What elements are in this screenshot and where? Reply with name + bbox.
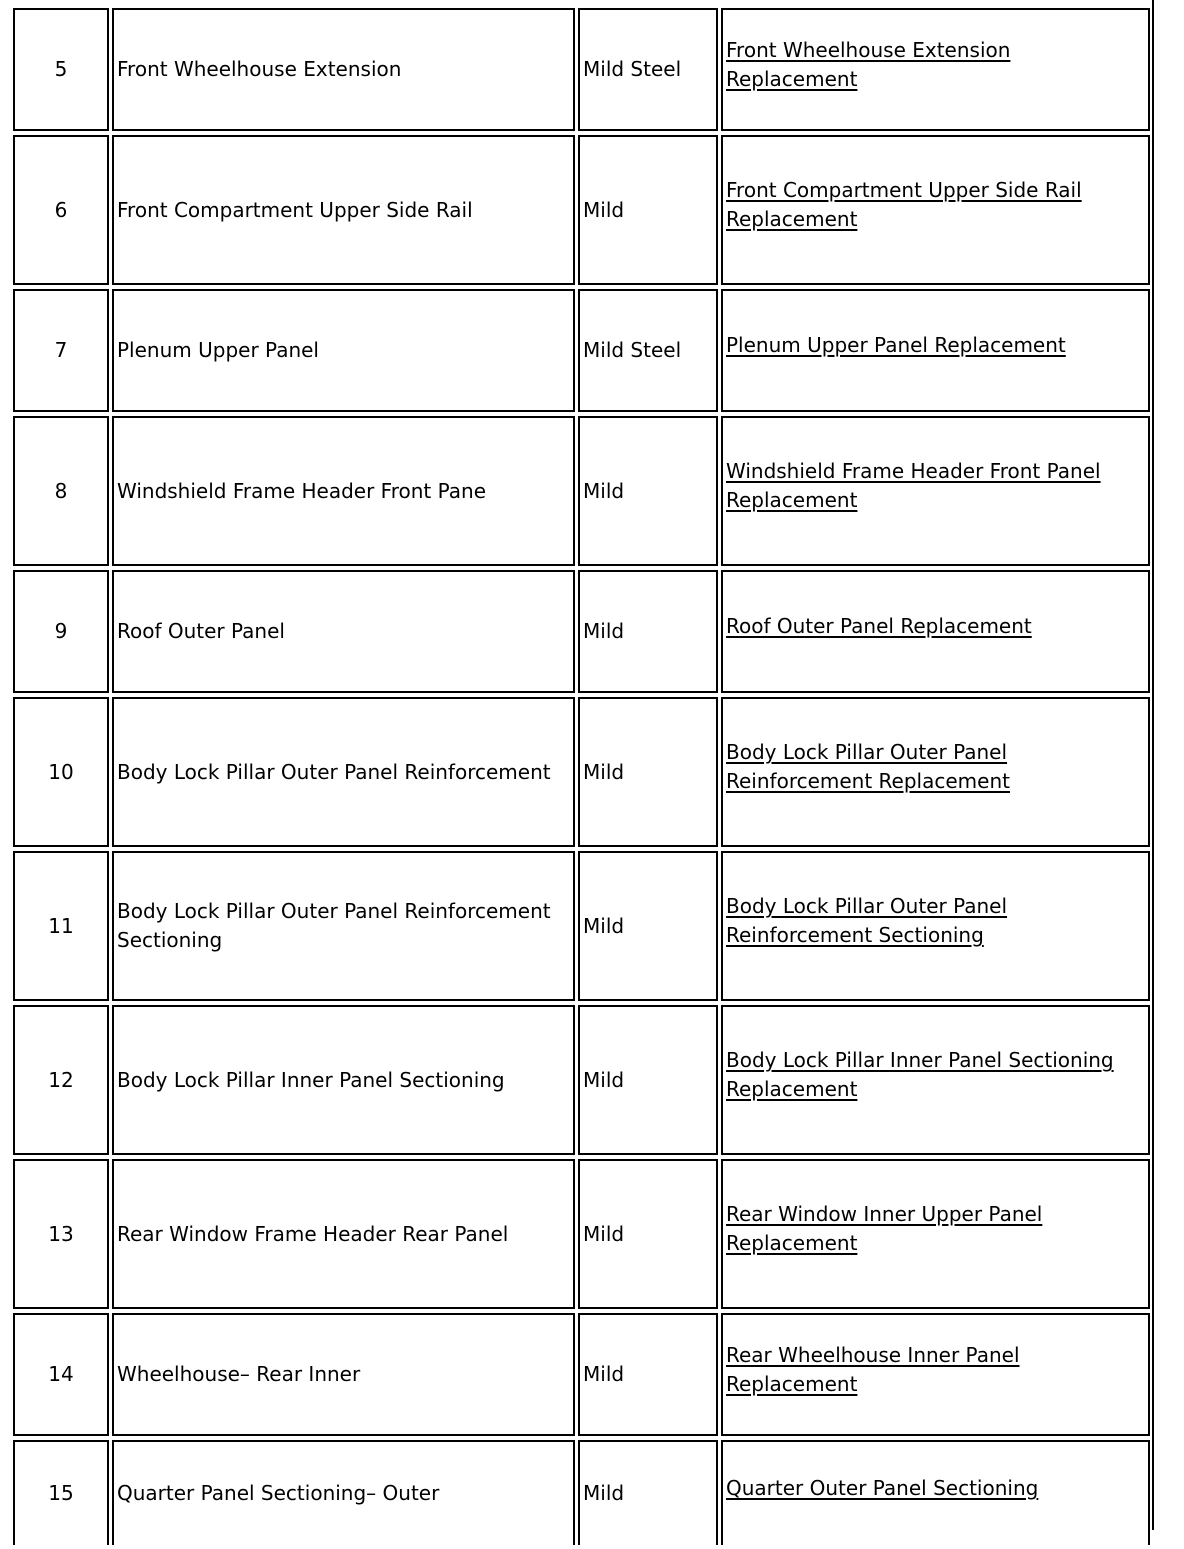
component-cell: [112, 1159, 575, 1309]
component-name: Quarter Panel Sectioning– Outer: [117, 1481, 440, 1505]
row-number-cell: [13, 135, 109, 285]
row-number: 15: [48, 1481, 74, 1505]
procedure-cell: [721, 416, 1150, 566]
material-cell: [578, 416, 718, 566]
row-number: 12: [48, 1067, 74, 1092]
component-cell: [112, 416, 575, 566]
table-row: [13, 289, 1153, 412]
row-number-cell: [13, 1313, 109, 1436]
material-cell: [578, 697, 718, 847]
component-name: Plenum Upper Panel: [117, 338, 319, 362]
procedure-link[interactable]: Roof Outer Panel Replacement: [726, 614, 1032, 638]
row-number: 8: [54, 478, 68, 503]
row-number: 5: [54, 57, 68, 81]
material-cell: [578, 135, 718, 285]
table-row: [13, 416, 1153, 566]
procedure-cell: [721, 1440, 1150, 1545]
procedure-link[interactable]: Front Wheelhouse Extension Replacement: [726, 37, 1011, 91]
material: Mild: [583, 197, 625, 222]
parts-table: [13, 8, 1153, 1549]
row-number: 10: [48, 759, 74, 784]
procedure-cell: [721, 1313, 1150, 1436]
table-row: [13, 1440, 1153, 1545]
procedure-link[interactable]: Body Lock Pillar Outer Panel Reinforcement Replacement: [726, 740, 1010, 793]
table-row: [13, 1159, 1153, 1309]
component-name: Front Compartment Upper Side Rail: [117, 197, 473, 222]
procedure-cell: [721, 8, 1150, 131]
row-number-cell: [13, 570, 109, 693]
material: Mild: [583, 478, 625, 503]
row-number: 13: [48, 1221, 74, 1246]
material: Mild: [583, 759, 625, 784]
procedure-cell: [721, 1159, 1150, 1309]
material-cell: [578, 289, 718, 412]
component-cell: [112, 8, 575, 131]
material-cell: [578, 8, 718, 131]
material: Mild: [583, 1067, 625, 1092]
component-cell: [112, 851, 575, 1001]
component-name: Body Lock Pillar Outer Panel Reinforcement: [117, 759, 551, 784]
material-cell: [578, 570, 718, 693]
table-row: [13, 1005, 1153, 1155]
material-cell: [578, 1440, 718, 1545]
table-row: [13, 1313, 1153, 1436]
row-number-cell: [13, 1440, 109, 1545]
table-row: [13, 135, 1153, 285]
procedure-link[interactable]: Quarter Outer Panel Sectioning: [726, 1476, 1039, 1500]
component-cell: [112, 697, 575, 847]
procedure-link[interactable]: Windshield Frame Header Front Panel Replacement: [726, 459, 1101, 512]
row-number: 9: [54, 619, 68, 643]
procedure-link[interactable]: Plenum Upper Panel Replacement: [726, 333, 1066, 357]
table-row: [13, 8, 1153, 131]
table-row: [13, 851, 1153, 1001]
material: Mild: [583, 619, 625, 643]
material-cell: [578, 1159, 718, 1309]
material-cell: [578, 851, 718, 1001]
table-row: [13, 697, 1153, 847]
procedure-link[interactable]: Body Lock Pillar Outer Panel Reinforcement Sectioning: [726, 894, 1008, 947]
component-name: Windshield Frame Header Front Pane: [117, 478, 487, 503]
material-cell: [578, 1005, 718, 1155]
component-name: Rear Window Frame Header Rear Panel: [117, 1221, 509, 1246]
row-number-cell: [13, 416, 109, 566]
material: Mild: [583, 1481, 625, 1505]
component-cell: [112, 1005, 575, 1155]
component-name: Front Wheelhouse Extension: [117, 57, 402, 81]
row-number-cell: [13, 1159, 109, 1309]
material-cell: [578, 1313, 718, 1436]
row-number: 7: [54, 338, 68, 362]
row-number-cell: [13, 8, 109, 131]
component-cell: [112, 570, 575, 693]
row-number: 14: [48, 1362, 74, 1386]
material: Mild: [583, 913, 625, 938]
row-number: 6: [54, 197, 68, 222]
component-name: Body Lock Pillar Inner Panel Sectioning: [117, 1067, 505, 1092]
procedure-link[interactable]: Rear Window Inner Upper Panel Replacement: [726, 1202, 1043, 1255]
component-name: Roof Outer Panel: [117, 619, 285, 643]
procedure-cell: [721, 1005, 1150, 1155]
table-row: [13, 570, 1153, 693]
row-number-cell: [13, 289, 109, 412]
material: Mild: [583, 1362, 625, 1386]
material: Mild Steel: [583, 57, 682, 81]
procedure-cell: [721, 135, 1150, 285]
component-cell: [112, 135, 575, 285]
component-cell: [112, 1313, 575, 1436]
row-number: 11: [48, 913, 74, 938]
procedure-link[interactable]: Front Compartment Upper Side Rail Replacement: [726, 178, 1082, 231]
row-number-cell: [13, 697, 109, 847]
procedure-link[interactable]: Body Lock Pillar Inner Panel Sectioning Replacement: [726, 1048, 1114, 1101]
procedure-cell: [721, 289, 1150, 412]
component-cell: [112, 289, 575, 412]
procedure-link[interactable]: Rear Wheelhouse Inner Panel Replacement: [726, 1342, 1020, 1396]
row-number-cell: [13, 1005, 109, 1155]
material: Mild Steel: [583, 338, 682, 362]
procedure-cell: [721, 697, 1150, 847]
component-name: Wheelhouse– Rear Inner: [117, 1362, 361, 1386]
component-cell: [112, 1440, 575, 1545]
component-name: Body Lock Pillar Outer Panel Reinforcement Sectioning: [117, 899, 551, 952]
procedure-cell: [721, 851, 1150, 1001]
procedure-cell: [721, 570, 1150, 693]
material: Mild: [583, 1221, 625, 1246]
row-number-cell: [13, 851, 109, 1001]
